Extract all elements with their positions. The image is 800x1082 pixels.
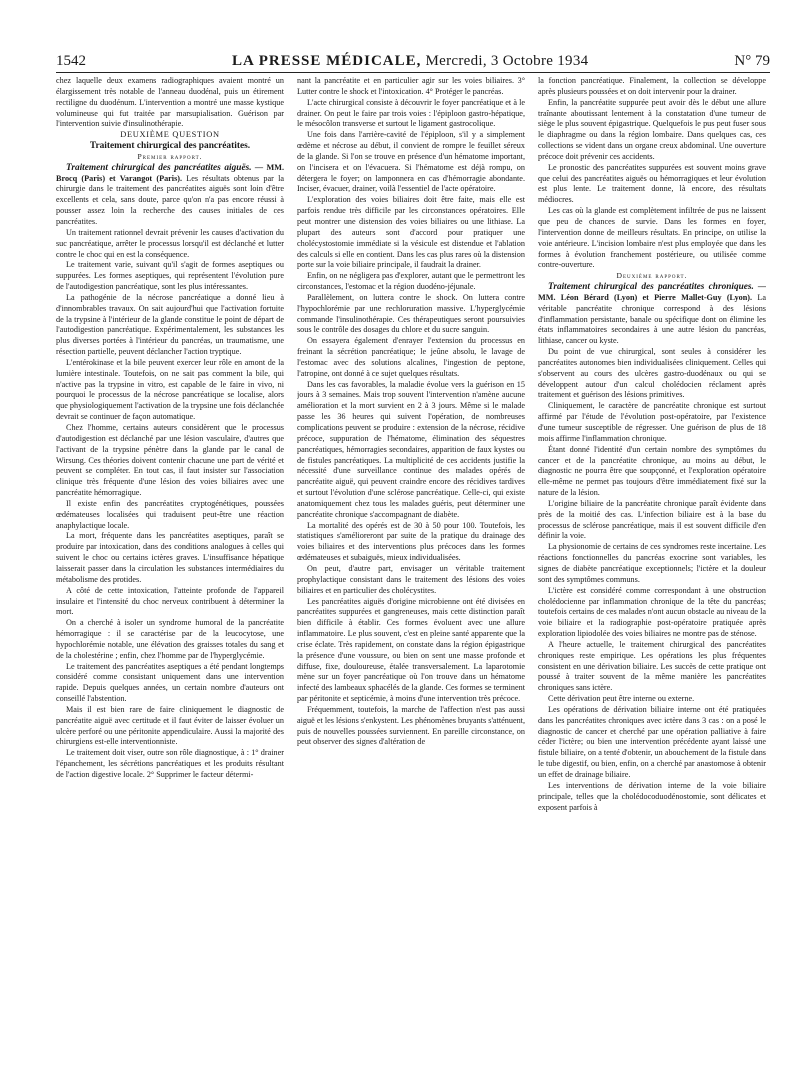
paragraph: Étant donné l'identité d'un certain nombre des symptômes du cancer et de la pancréatite chronique, au moins au début, le diagnostic ne pourra être que soupçonné, et l'exploration opératoire elle-même ne permet pas toujours d'être immédiatement fixé sur la nature de la lésion.: [538, 444, 766, 498]
paragraph: Un traitement rationnel devrait prévenir les causes d'activation du suc pancréatique, arrêter le processus lorsqu'il est déclanché et lutter contre le choc qui en est la conséquence.: [56, 227, 284, 259]
report-authors: — MM. Léon Bérard (Lyon) et Pierre Mallet-Guy (Lyon).: [538, 282, 766, 302]
paragraph: Les interventions de dérivation interne de la voie biliaire principale, telles que la cholédocoduodénostomie, sont délicates et exposent parfois à: [538, 780, 766, 812]
paragraph: nant la pancréatite et en particulier agir sur les voies biliaires. 3° Lutter contre le shock et l'intoxication. 4° Protéger le pancréas.: [297, 76, 525, 96]
paragraph: Les cas où la glande est complètement infiltrée de pus ne laissent que peu de chances de survie. Dans les formes en foyer, l'intervention donne de meilleurs résultats. En principe, on utilise la voie antérieure. L'incision lombaire n'est plus employée que dans les formes à évolution franchement postérieure, ou utilisée comme contre-ouverture.: [538, 206, 766, 270]
report-authors: — MM. Brocq (Paris) et Varangot (Paris).: [56, 162, 284, 183]
paragraph: Dans les cas favorables, la maladie évolue vers la guérison en 15 jours à 3 semaines. Mais trop souvent l'intervention n'amène aucune amélioration et la mort survient en 2 à 3 jours. Même si le malade passe les 36 heures qui suivent l'opération, de nombreuses complications peuvent se produire : extension de la nécrose, récidive précoce, suppuration de l'hématome, élimination des séquestres pancréatiques, hémorragies secondaires, apparition de faux kystes ou de fistules pancréatiques. La multiplicité de ces accidents justifie la nécessité d'une surveillance continue des malades opérés de pancréatite aiguë, qui peuvent craindre encore des récidives tardives et surtout l'évolution d'une sclérose pancréatique. Celle-ci, qui existe anatomiquement chez tous les malades guéris, peut déterminer une pancréatite chronique s'accompagnant de diabète.: [297, 379, 525, 519]
report-intro: Les résultats obtenus par la chirurgie dans le traitement des pancréatites aiguës sont loin d'être excellents et cela, sans doute, parce qu'on n'a pas encore réussi à pousser assez loin la recherche des causes initiales de ces pancréatites.: [56, 173, 284, 226]
paragraph: Le pronostic des pancréatites suppurées est souvent moins grave que celui des pancréatites aiguës ou hémorragiques et leur évolution est plus lente. Le traitement donne, là encore, des résultats médiocres.: [538, 162, 766, 205]
report-intro: La véritable pancréatite chronique correspond à des lésions d'inflammation persistante, banale ou spécifique dont on élimine les états inflammatoires secondaires à une autre lésion du pancréas, lithiase, cancer ou kyste.: [538, 292, 766, 346]
paragraph: la fonction pancréatique. Finalement, la collection se développe après plusieurs poussées et on doit intervenir pour la drainer.: [538, 76, 766, 96]
report-heading: [538, 282, 766, 347]
page-header: [56, 48, 770, 73]
paragraph: L'acte chirurgical consiste à découvrir le foyer pancréatique et à le drainer. On peut le faire par trois voies : l'épiploon gastro-hépatique, le mésocôlon transverse et surtout le ligament gastrocolique.: [297, 97, 525, 129]
section-heading: DEUXIÈME QUESTION: [120, 130, 220, 140]
paragraph: Les opérations de dérivation biliaire interne ont été pratiquées dans les pancréatites chroniques avec ictère dans 3 cas : on a posé le diagnostic de cancer et cherché par une opération palliative à faire céder l'ictère; ou bien une intervention précédente ayant laissé une fistule biliaire, on a tenté d'obtenir, un abouchement de la fistule dans le tube digestif, ou bien, enfin, on a cherché par anastomose à obtenir un effet de drainage biliaire.: [538, 704, 766, 779]
journal-name: LA PRESSE MÉDICALE,: [231, 53, 422, 69]
paragraph: Enfin, la pancréatite suppurée peut avoir dès le début une allure traînante aboutissant lentement à la constatation d'une tumeur de siège le plus souvent épigastrique. Quelquefois le pus peut fuser sous le diaphragme ou dans la région lombaire. Dans quelques cas, ces collections se vident dans un organe creux abdominal. Une ouverture précoce doit prévenir ces accidents.: [538, 97, 766, 161]
report-title: Traitement chirurgical des pancréatites aiguës.: [66, 162, 252, 173]
paragraph: Du point de vue chirurgical, sont seules à considérer les pancréatites autonomes bien individualisées cliniquement. Celles qui s'observent au cours des ulcères gastro-duodénaux ou qui se développent autour d'un calcul cholédocien réclament après traitement et guérison des lésions primitives.: [538, 347, 766, 400]
report-label: Premier rapport.: [137, 151, 203, 161]
paragraph: On essayera également d'enrayer l'extension du processus en freinant la sécrétion pancréatique; le jeûne absolu, le lavage de l'estomac avec des solutions alcalines, l'ingestion de peptone, l'atropine, ont donné à ce sujet quelques résultats.: [297, 336, 525, 378]
column-3: [538, 76, 766, 1068]
page-number: 1542: [56, 53, 86, 69]
paragraph: A côté de cette intoxication, l'atteinte profonde de l'appareil insulaire et l'intensité du choc nerveux contribuent à déterminer la mort.: [56, 585, 284, 617]
issue-number: N° 79: [734, 53, 770, 69]
paragraph: Fréquemment, toutefois, la marche de l'affection n'est pas aussi aiguë et les lésions s'enkystent. Les phénomènes bruyants s'atténuent, puis de nouvelles poussées surviennent. En pareille circonstance, on peut observer des signes d'altération de: [297, 704, 525, 747]
paragraph: Une fois dans l'arrière-cavité de l'épiploon, s'il y a simplement œdème et nécrose au début, il convient de rompre le feuillet séreux de la glande. Si l'on se trouve en présence d'un hématome important, on l'incisera et on l'évacuera. Si l'hématome est déjà rompu, on détergera le foyer; on lamponnera en cas d'hémorragie abondante. Inciser, évacuer, drainer, voilà l'essentiel de l'acte opératoire.: [297, 130, 525, 194]
paragraph: La pathogénie de la nécrose pancréatique a donné lieu à d'innombrables travaux. On sait aujourd'hui que l'activation fortuite de la trypsine à l'intérieur de la glande constitue le point de départ de l'autodigestion pancréatique. Expérimentalement, les substances les plus diverses portées à l'intérieur du pancréas, un traumatisme, une résection partielle, peuvent déclancher l'action tryptique.: [56, 292, 284, 357]
paragraph: Le traitement varie, suivant qu'il s'agit de formes aseptiques ou suppurées. Les formes aseptiques, qui représentent l'évolution pure de l'autodigestion pancréatique, sont les plus intéressantes.: [56, 260, 284, 292]
paragraph: On a cherché à isoler un syndrome humoral de la pancréatite hémorragique : il se caractérise par de la leucocytose, une hypochlorémie notable, une élévation des graisses totales du sang et de la cholestérine ; enfin, chez l'homme par de l'hyperglycémie.: [56, 618, 284, 660]
paragraph: Chez l'homme, certains auteurs considèrent que le processus d'autodigestion est déclanché par une lésion vasculaire, d'autres que l'activant de la trypsine pénètre dans la glande par le canal de Wirsung. Ces théories doivent contenir chacune une part de vérité et peuvent se compléter. En tout cas, il faut insister sur l'association clinique très fréquente d'une lésion des voies biliaires avec une pancréatite hémorragique.: [56, 423, 284, 498]
paragraph: Il existe enfin des pancréatites cryptogénétiques, poussées œdémateuses localisées qui traduisent peut-être une réaction anaphylactique locale.: [56, 498, 284, 530]
column-2: [297, 76, 525, 1068]
paragraph: Mais il est bien rare de faire cliniquement le diagnostic de pancréatite aiguë avec certitude et il faut éviter de laisser évoluer un ulcère perforé ou une péritonite appendiculaire. Aussi la majorité des chirurgiens est-elle interventionniste.: [56, 704, 284, 747]
paragraph: Cette dérivation peut être interne ou externe.: [548, 694, 695, 704]
paragraph: Le traitement des pancréatites aseptiques a été pendant longtemps considéré comme consistant uniquement dans une intervention rapide. Depuis quelques années, un certain nombre d'auteurs ont conseillé l'abstention.: [56, 661, 284, 704]
section-title: Traitement chirurgical des pancréatites.: [89, 141, 251, 152]
paragraph: Les pancréatites aiguës d'origine microbienne ont été divisées en pancréatites suppurées et gangreneuses, mais cette distinction paraît bien difficile à établir. Ces formes évoluent avec une allure inflammatoire. Le plus souvent, c'est en pleine santé apparente que la crise éclate. Très rapidement, on constate dans la région épigastrique la présence d'une voussure, ou bien on sent une masse profonde et diffuse, fixe, douloureuse, étalée transversalement. La laparotomie mène sur un foyer pancréatique où l'on trouve dans un hématome infecté des lambeaux sphacélés de la glande. Ces formes se terminent par péritonite et septicémie, à moins d'une intervention très précoce.: [297, 596, 525, 704]
report-label: Deuxième rapport.: [616, 271, 688, 281]
journal-title-line: [232, 53, 589, 70]
text-columns: [56, 76, 770, 1068]
paragraph: L'exploration des voies biliaires doit être faite, mais elle est parfois rendue très difficile par les circonstances opératoires. Elle peut montrer une distension des voies biliaires ou une lithiase. La plupart des auteurs sont d'accord pour pratiquer une cholécystostomie immédiate si la vésicule est distendue et l'ablation des calculs si elle en contient. Dans les cas plus rares où la distension porte sur la voie biliaire principale, il faudrait la drainer.: [297, 195, 525, 270]
report-title: Traitement chirurgical des pancréatites chroniques.: [548, 282, 754, 293]
paragraph: L'origine biliaire de la pancréatite chronique paraît évidente dans près de la moitié des cas. L'infection biliaire est à la base du processus de sclérose pancréatique, mais il est souvent difficile d'en définir la voie.: [538, 498, 766, 541]
paragraph: A l'heure actuelle, le traitement chirurgical des pancréatites chroniques reste empirique. Les opérations les plus fréquentes consistent en une dérivation biliaire. Les succès de cette pratique ont poussé à traiter souvent de la même manière les pancréatites chroniques sans ictère.: [538, 639, 766, 693]
paragraph: Enfin, on ne négligera pas d'explorer, autant que le permettront les circonstances, l'estomac et la région duodéno-jéjunale.: [297, 271, 525, 292]
paragraph: Parallèlement, on luttera contre le shock. On luttera contre l'hypochlorémie par une rechloruration massive. L'hyperglycémie commande l'insulinothérapie. Ces thérapeutiques seront poursuivies sous le contrôle des dosages du chlore et du sucre sanguin.: [297, 292, 525, 335]
paragraph: L'entérokinase et la bile peuvent exercer leur rôle en amont de la lumière intestinale. Toutefois, on ne sait pas comment la bile, qui n'active pas la trypsine in vitro, est capable de le faire in vivo, ni pourquoi le processus de la nécrose pancréatique se localise, alors que physiologiquement l'activation de la trypsine une fois déclanchée devrait se continuer de façon automatique.: [56, 357, 284, 422]
paragraph: La mortalité des opérés est de 30 à 50 pour 100. Toutefois, les statistiques s'amélioreront par suite de la pratique du drainage des voies biliaires et des interventions plus précoces dans les formes œdémateuses et subaiguës, mieux individualisées.: [297, 520, 525, 563]
paragraph: Cliniquement, le caractère de pancréatite chronique est surtout affirmé par l'étude de l'évolution post-opératoire, par l'existence d'une tumeur susceptible de régresser. Une guérison de plus de 18 mois affirme l'inflammation chronique.: [538, 401, 766, 443]
column-1: [56, 76, 284, 1068]
paragraph: chez laquelle deux examens radiographiques avaient montré un élargissement très notable de l'anneau duodénal, puis un étirement rectiligne du duodénum. L'intervention a montré une masse kystique volumineuse qui fut traitée par marsupialisation. Guérison par l'intervention suivie d'insulinothérapie.: [56, 76, 284, 129]
report-heading: [56, 163, 284, 228]
paragraph: Le traitement doit viser, outre son rôle diagnostique, à : 1° drainer l'épanchement, les sécrétions pancréatiques et les produits résultant de l'action digestive locale. 2° Supprimer le facteur détermi-: [56, 748, 284, 779]
issue-date: Mercredi, 3 Octobre 1934: [425, 53, 589, 69]
paragraph: L'ictère est considéré comme correspondant à une obstruction cholédocienne par inflammation chronique de la tête du pancréas; toutefois certains de ces malades n'ont aucun obstacle au niveau de la voie biliaire et la radiographie post-opératoire pratiquée après exploration lipiodolée des voies biliaires ne montre pas de sténose.: [538, 585, 766, 639]
paragraph: La physionomie de certains de ces syndromes reste incertaine. Les réactions fonctionnelles du pancréas exocrine sont variables, les signes de diabète pancréatique exceptionnels; l'ictère et la douleur sont des symptômes communs.: [538, 542, 766, 584]
paragraph: La mort, fréquente dans les pancréatites aseptiques, paraît se produire par intoxication, dans des conditions analogues à celles qui suivent le choc ou certains ictères graves. L'insuffisance hépatique laisserait passer dans la circulation les substances intermédiaires du métabolisme des protides.: [56, 531, 284, 584]
paragraph: On peut, d'autre part, envisager un véritable traitement prophylactique consistant dans le traitement des lésions des voies biliaires et en particulier des cholécystites.: [297, 563, 525, 595]
